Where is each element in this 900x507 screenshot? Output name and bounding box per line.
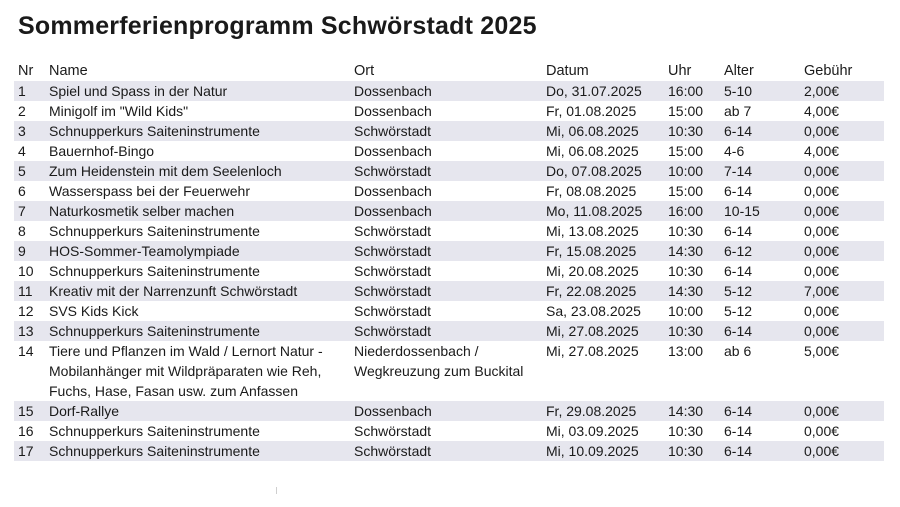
cell-alter: 6-14 <box>720 181 800 201</box>
cell-gebuehr: 0,00€ <box>800 261 884 281</box>
cell-alter: 6-14 <box>720 221 800 241</box>
cell-nr: 14 <box>14 341 45 401</box>
cell-ort: Schwörstadt <box>350 221 542 241</box>
cell-ort: Dossenbach <box>350 401 542 421</box>
cell-ort: Dossenbach <box>350 101 542 121</box>
cell-gebuehr: 0,00€ <box>800 241 884 261</box>
cell-datum: Mi, 10.09.2025 <box>542 441 664 461</box>
cell-alter: 5-12 <box>720 301 800 321</box>
cell-ort: Niederdossenbach / Wegkreuzung zum Buckital <box>350 341 542 401</box>
cell-gebuehr: 2,00€ <box>800 81 884 101</box>
cell-alter: 6-14 <box>720 421 800 441</box>
cell-datum: Fr, 01.08.2025 <box>542 101 664 121</box>
cell-datum: Mo, 11.08.2025 <box>542 201 664 221</box>
cell-alter: 7-14 <box>720 161 800 181</box>
cell-datum: Mi, 06.08.2025 <box>542 121 664 141</box>
cell-nr: 6 <box>14 181 45 201</box>
table-row <box>14 81 884 101</box>
cell-nr: 11 <box>14 281 45 301</box>
cell-alter: 5-12 <box>720 281 800 301</box>
cell-name: Dorf-Rallye <box>45 401 350 421</box>
cell-uhr: 13:00 <box>664 341 720 401</box>
cell-alter: 4-6 <box>720 141 800 161</box>
cell-name: Zum Heidenstein mit dem Seelenloch <box>45 161 350 181</box>
cell-datum: Do, 07.08.2025 <box>542 161 664 181</box>
table-row <box>14 301 884 321</box>
cell-alter: 6-14 <box>720 261 800 281</box>
cell-uhr: 10:30 <box>664 441 720 461</box>
cell-uhr: 15:00 <box>664 181 720 201</box>
cell-name: Schnupperkurs Saiteninstrumente <box>45 221 350 241</box>
table-row <box>14 401 884 421</box>
cell-alter: ab 6 <box>720 341 800 401</box>
cell-gebuehr: 0,00€ <box>800 181 884 201</box>
cell-alter: 5-10 <box>720 81 800 101</box>
cell-datum: Mi, 27.08.2025 <box>542 341 664 401</box>
cell-uhr: 10:30 <box>664 121 720 141</box>
cell-name: Wasserspass bei der Feuerwehr <box>45 181 350 201</box>
table-row <box>14 121 884 141</box>
table-body <box>14 81 884 461</box>
cell-name: Schnupperkurs Saiteninstrumente <box>45 261 350 281</box>
cell-gebuehr: 0,00€ <box>800 221 884 241</box>
cell-name: Tiere und Pflanzen im Wald / Lernort Natur - Mobilanhänger mit Wildpräparaten wie Reh, Fuchs, Hase, Fasan usw. zum Anfassen <box>45 341 350 401</box>
cell-ort: Schwörstadt <box>350 321 542 341</box>
cell-ort: Schwörstadt <box>350 161 542 181</box>
cell-gebuehr: 4,00€ <box>800 101 884 121</box>
cell-gebuehr: 4,00€ <box>800 141 884 161</box>
cell-name: Bauernhof-Bingo <box>45 141 350 161</box>
table-row <box>14 321 884 341</box>
cell-ort: Schwörstadt <box>350 241 542 261</box>
cell-ort: Schwörstadt <box>350 421 542 441</box>
table-row <box>14 421 884 441</box>
header-gebuehr: Gebühr <box>804 63 853 79</box>
cell-nr: 16 <box>14 421 45 441</box>
cell-nr: 8 <box>14 221 45 241</box>
cell-gebuehr: 0,00€ <box>800 121 884 141</box>
table-row <box>14 341 884 401</box>
cell-uhr: 10:00 <box>664 301 720 321</box>
cell-datum: Mi, 13.08.2025 <box>542 221 664 241</box>
cell-alter: 6-14 <box>720 401 800 421</box>
cell-alter: 10-15 <box>720 201 800 221</box>
cell-datum: Mi, 06.08.2025 <box>542 141 664 161</box>
header-nr: Nr <box>18 63 34 79</box>
cell-ort: Schwörstadt <box>350 441 542 461</box>
cell-gebuehr: 7,00€ <box>800 281 884 301</box>
cell-gebuehr: 0,00€ <box>800 421 884 441</box>
cell-datum: Do, 31.07.2025 <box>542 81 664 101</box>
cell-gebuehr: 0,00€ <box>800 161 884 181</box>
cell-uhr: 14:30 <box>664 281 720 301</box>
table-row <box>14 181 884 201</box>
table-row <box>14 141 884 161</box>
table-row <box>14 101 884 121</box>
cell-uhr: 15:00 <box>664 141 720 161</box>
cell-datum: Fr, 15.08.2025 <box>542 241 664 261</box>
cell-alter: 6-14 <box>720 121 800 141</box>
header-datum: Datum <box>546 63 589 79</box>
cell-uhr: 10:30 <box>664 221 720 241</box>
cell-name: Kreativ mit der Narrenzunft Schwörstadt <box>45 281 350 301</box>
cell-nr: 12 <box>14 301 45 321</box>
cell-nr: 17 <box>14 441 45 461</box>
table-row <box>14 221 884 241</box>
cell-uhr: 10:00 <box>664 161 720 181</box>
cell-gebuehr: 0,00€ <box>800 301 884 321</box>
cell-datum: Sa, 23.08.2025 <box>542 301 664 321</box>
cell-name: Schnupperkurs Saiteninstrumente <box>45 441 350 461</box>
cell-alter: ab 7 <box>720 101 800 121</box>
cell-uhr: 15:00 <box>664 101 720 121</box>
cell-name: Naturkosmetik selber machen <box>45 201 350 221</box>
cell-uhr: 16:00 <box>664 201 720 221</box>
cell-name: Schnupperkurs Saiteninstrumente <box>45 121 350 141</box>
cell-uhr: 14:30 <box>664 401 720 421</box>
cell-nr: 4 <box>14 141 45 161</box>
cell-ort: Schwörstadt <box>350 121 542 141</box>
cell-uhr: 16:00 <box>664 81 720 101</box>
cell-alter: 6-12 <box>720 241 800 261</box>
table-row <box>14 281 884 301</box>
cell-alter: 6-14 <box>720 321 800 341</box>
cell-nr: 10 <box>14 261 45 281</box>
cell-nr: 3 <box>14 121 45 141</box>
cell-gebuehr: 5,00€ <box>800 341 884 401</box>
cell-datum: Fr, 08.08.2025 <box>542 181 664 201</box>
table-row <box>14 161 884 181</box>
cell-nr: 2 <box>14 101 45 121</box>
cell-nr: 9 <box>14 241 45 261</box>
page-title: Sommerferienprogramm Schwörstadt 2025 <box>18 12 537 40</box>
table-row <box>14 241 884 261</box>
header-name: Name <box>49 63 88 79</box>
cell-datum: Fr, 29.08.2025 <box>542 401 664 421</box>
cell-ort: Dossenbach <box>350 181 542 201</box>
cell-datum: Fr, 22.08.2025 <box>542 281 664 301</box>
cell-ort: Dossenbach <box>350 201 542 221</box>
program-table <box>14 61 884 461</box>
cell-uhr: 10:30 <box>664 261 720 281</box>
cell-nr: 15 <box>14 401 45 421</box>
cell-nr: 5 <box>14 161 45 181</box>
table-row <box>14 201 884 221</box>
cell-name: Schnupperkurs Saiteninstrumente <box>45 421 350 441</box>
cell-nr: 7 <box>14 201 45 221</box>
header-row <box>14 61 884 81</box>
cell-uhr: 10:30 <box>664 321 720 341</box>
cell-gebuehr: 0,00€ <box>800 321 884 341</box>
header-ort: Ort <box>354 63 375 79</box>
scan-mark <box>276 487 277 494</box>
cell-gebuehr: 0,00€ <box>800 201 884 221</box>
cell-uhr: 10:30 <box>664 421 720 441</box>
cell-uhr: 14:30 <box>664 241 720 261</box>
cell-ort: Dossenbach <box>350 81 542 101</box>
cell-ort: Schwörstadt <box>350 281 542 301</box>
cell-ort: Schwörstadt <box>350 301 542 321</box>
table-row <box>14 441 884 461</box>
cell-nr: 1 <box>14 81 45 101</box>
table-header <box>14 61 884 81</box>
cell-datum: Mi, 20.08.2025 <box>542 261 664 281</box>
header-uhr: Uhr <box>668 63 692 79</box>
cell-gebuehr: 0,00€ <box>800 401 884 421</box>
cell-datum: Mi, 27.08.2025 <box>542 321 664 341</box>
cell-name: HOS-Sommer-Teamolympiade <box>45 241 350 261</box>
cell-alter: 6-14 <box>720 441 800 461</box>
cell-datum: Mi, 03.09.2025 <box>542 421 664 441</box>
cell-gebuehr: 0,00€ <box>800 441 884 461</box>
table-row <box>14 261 884 281</box>
cell-name: Minigolf im "Wild Kids" <box>45 101 350 121</box>
cell-name: Schnupperkurs Saiteninstrumente <box>45 321 350 341</box>
header-alter: Alter <box>724 63 754 79</box>
cell-ort: Schwörstadt <box>350 261 542 281</box>
cell-name: SVS Kids Kick <box>45 301 350 321</box>
cell-name: Spiel und Spass in der Natur <box>45 81 350 101</box>
cell-ort: Dossenbach <box>350 141 542 161</box>
cell-nr: 13 <box>14 321 45 341</box>
